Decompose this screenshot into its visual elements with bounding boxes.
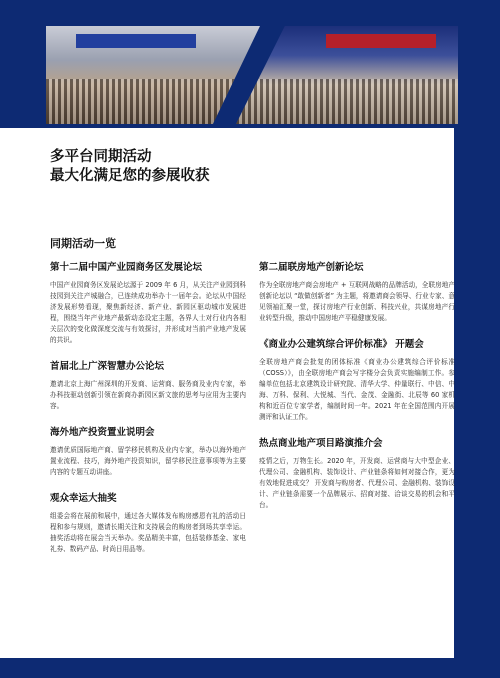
event-description: 全联房地产商会批复的团体标准《商业办公建筑综合评价标准（COSS）》，由全联房地产商会写字楼分会负责实施编制工作。参编单位包括北京建筑设计研究院、清华大学、仲量联行、中信、中海、万科、保利、大悦城、当代、金茂、金融街、北辰等 60 家机构和近百位专家学者，编制时间一年。2021 年在全国范围内开展测评和认证工作。 — [259, 358, 455, 421]
event-title: 《商业办公建筑综合评价标准》 开题会 — [259, 339, 424, 350]
stage-banner — [76, 34, 196, 48]
event-description: 疫情之后，万物生长。2020 年，开发商、运营商与大中型企业、代理公司、金融机构、装饰设计、产业链条将如何对接合作，更为有效地促进成交？ 开发商与购房者、代理公司、金融机构、装饰设计、产业链条需要一个品牌展示、招商对接、洽谈交易的机会和平台。 — [259, 457, 455, 509]
headline-line-2: 最大化满足您的参展收获 — [50, 168, 210, 184]
section-title: 同期活动一览 — [50, 237, 116, 250]
event-title: 第十二届中国产业园商务区发展论坛 — [50, 262, 203, 273]
left-column — [50, 262, 246, 570]
event-description: 作为全联房地产商会房地产 + 互联网战略的品牌活动，全联房地产创新论坛以 “敢做创新者” 为主题，将邀请商会领导、行业专家、意见领袖汇聚一堂，探讨房地产行业创新、科技兴业，共谋房地产行业转型升级，推动中国房地产平稳健康发展。 — [259, 281, 455, 322]
page-headline — [50, 148, 210, 186]
event-item — [50, 361, 246, 412]
event-title: 海外地产投资置业说明会 — [50, 427, 155, 438]
event-description: 邀请北京上海广州深圳的开发商、运营商、服务商及业内专家，举办科技驱动创新引领在新商办新园区新文旅的思考与应用为主要内容。 — [50, 380, 246, 410]
stage-banner — [326, 34, 436, 48]
event-description: 组委会将在展前和展中，通过各大媒体发布购房感恩有礼的活动日程和参与规则，邀请长期关注和支持展会的购房者到场共享幸运。抽奖活动将在展会当天举办。奖品精美丰富，包括装修基金、家电礼券、数码产品、时尚日用品等。 — [50, 512, 246, 553]
event-title: 第二届联房地产创新论坛 — [259, 262, 364, 273]
bottom-decorative-bar — [0, 658, 500, 678]
headline-line-1: 多平台同期活动 — [50, 149, 152, 165]
event-item — [50, 262, 246, 346]
header-photo-strip — [0, 0, 500, 128]
audience-crowd — [236, 79, 458, 124]
event-item — [259, 262, 455, 324]
event-item — [50, 427, 246, 478]
event-title: 热点商业地产项目路演推介会 — [259, 438, 383, 449]
event-description: 中国产业园商务区发展论坛源于 2009 年 6 月，从关注产业园到科技园到关注产城融合，已连续成功举办十一届年会。论坛从中国经济发展形势看现，聚焦新经济、新产业、新园区驱动城市发展进程，围绕当年产业地产最新动态设定主题，各界人士对行业内各相关层次的变化做深度交流与有效探讨，并形成对当前产业地产发展的共识。 — [50, 281, 246, 344]
event-item — [259, 339, 455, 423]
event-title: 首届北上广深智慧办公论坛 — [50, 361, 165, 372]
event-title: 观众幸运大抽奖 — [50, 493, 117, 504]
event-item — [50, 493, 246, 555]
right-column — [259, 262, 455, 526]
event-item — [259, 438, 455, 511]
right-decorative-bar — [454, 128, 500, 678]
event-description: 邀请优质国际地产商、留学移民机构及业内专家，举办以海外地产置业流程、技巧，海外地产投资知识，留学移民注意事项等为主要内容的专题互动讲座。 — [50, 446, 246, 476]
